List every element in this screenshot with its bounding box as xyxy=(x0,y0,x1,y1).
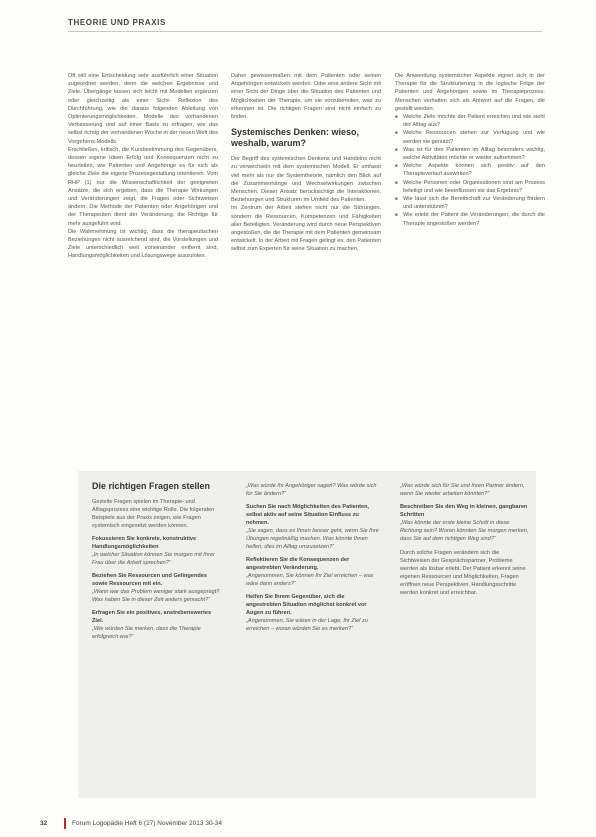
list-item: ■ Wie lässt sich die Bereitschaft zur Veränderung fördern und unterstützen? xyxy=(395,195,545,211)
box-example: „Was würde sich für Sie und Ihren Partner ändern, wenn Sie wieder arbeiten könnten?“ xyxy=(400,483,525,497)
box-subheading: Helfen Sie Ihrem Gegenüber, sich die angestrebten Situation möglichst konkret vor Augen zu führen. xyxy=(246,594,367,616)
box-subheading: Suchen Sie nach Möglichkeiten des Patienten, selbst aktiv auf seine Situation Einfluss zu nehmen. xyxy=(246,504,370,526)
body-paragraph: Erschließen, kritisch, die Kursbestimmung des Gegenübers, dessen eigene Ideen Erfolg und Konsequenzen nicht zu beurteilen, wie Patienten und Angehörige es für sich als gleiche Ziele die eigene Prozessgestaltung orientieren. Vom RHP (1) nur die Wissenschaftlichkeit der geeigneten Ansätze, die sich ergeben, dass die Therapie Wirkungen und Veränderungen zeigt, die Fragen oder Sichtweisen ändern. Die Methode der Patienten oder Angehörigen und der Therapeuten dient der Veränderung, die Richtige für mehr ausgeführt wird. xyxy=(68,146,218,227)
box-example: „In welcher Situation können Sie morgen mit Ihrer Frau über die Arbeit sprechen?“ xyxy=(92,552,215,566)
body-paragraph: Die Wahrnehmung ist wichtig, dass die therapeutischen Beziehungen nicht ausreichend sind, die Vorstellungen und Ziele unterschiedlich weit voneinander entfernt sind, Handlungsmöglichkeiten und Lösungswege auszuloten. xyxy=(68,228,218,260)
box-subheading: Beziehen Sie Ressourcen und Gelingendes sowie Ressourcen mit ein. xyxy=(92,573,208,587)
box-title: Die richtigen Fragen stellen xyxy=(92,481,211,491)
body-paragraph: Der Begriff des systemischen Denkens und Handelns nicht zu verwechseln mit dem systemischen Modell. Er umfasst viel mehr als nur die Systemtheorie, nämlich den Blick auf die Zusammenhänge und Wechselwirkungen zwischen Menschen. Dieser Ansatz berücksichtigt die Interaktionen, Beziehungen und Strukturen im Umfeld des Patienten. xyxy=(231,156,381,204)
box-example: „Wann war das Problem weniger stark ausgeprägt? Was haben Sie in dieser Zeit anders gemacht?“ xyxy=(92,589,220,603)
list-item: ■ Welche Personen oder Organisationen sind am Prozess beteiligt und wie beeinflussen sie das Ergebnis? xyxy=(395,179,545,195)
box-column-2 xyxy=(246,482,381,633)
section-heading: Systemisches Denken: wieso, weshalb, warum? xyxy=(231,127,360,149)
column-1 xyxy=(68,72,218,261)
box-subheading: Fokussieren Sie konkrete, konstruktive Handlungsmöglichkeiten xyxy=(92,536,197,550)
journal-citation: Forum Logopädie Heft 6 (27) November 2013 30-34 xyxy=(72,820,222,827)
list-item: ■ Was ist für den Patienten im Alltag besonders wichtig, welche Aktivitäten möchte er wieder aufnehmen? xyxy=(395,146,545,162)
body-paragraph: Daher gewissermaßen mit dem Patienten oder seinen Angehörigen entwickeln werden. Oder eine andere Sicht mit einer Sicht der Dinge über die Situation des Patienten und Möglichkeiten der Therapie, um sie vorzubereiten, was zu erkennen ist. Die richtigen Fragen sind nicht einfach zu finden. xyxy=(231,73,381,121)
question-list xyxy=(395,113,545,228)
running-head: THEORIE UND PRAXIS xyxy=(68,18,166,27)
box-example: „Angenommen, Sie wären in der Lage, Ihr Ziel zu erreichen – woran würden Sie es merken?“ xyxy=(246,618,368,632)
box-column-1 xyxy=(92,482,222,641)
box-example: „Was würde Ihr Angehöriger sagen? Was würde sich für Sie ändern?“ xyxy=(246,483,377,497)
box-paragraph: Durch solche Fragen verändern sich die Sichtweisen der Gesprächspartner, Probleme werden als lösbar erlebt. Der Patient erkennt seine eigenen Ressourcen und Möglichkeiten, Fragen eröffnen neue Perspektiven, Handlungsschritte werden konkret und erreichbar. xyxy=(400,550,526,596)
box-column-3 xyxy=(400,482,530,597)
box-subheading: Reflektieren Sie die Konsequenzen der angestrebten Veränderung. xyxy=(246,557,350,571)
page-number: 32 xyxy=(40,820,48,827)
box-subheading: Erfragen Sie ein positives, anstrebenswertes Ziel. xyxy=(92,610,212,624)
list-item: ■ Wie erlebt der Patient die Veränderungen, die durch die Therapie angestoßen werden? xyxy=(395,211,545,227)
footer-divider xyxy=(64,818,66,829)
column-2 xyxy=(231,72,381,254)
box-intro: Gezielte Fragen spielen im Therapie- und Alltagsprozess eine wichtige Rolle. Die folgenden Beispiele aus der Praxis zeigen, wie Fragen systemisch eingesetzt werden können. xyxy=(92,499,215,529)
list-item: ■ Welche Aspekte können sich positiv auf den Therapieverlauf auswirken? xyxy=(395,162,545,178)
body-paragraph: Oft will eine Entscheidung sehr ausführlich einer Situation zugeordnet werden, denn die welchen Ergebnisse und Ziele. Übergänge lassen sich leicht mit Modellen ergänzen oder gleichzeitig als einer Sicht- Reflexion des Durchführung, wie die daraus folgenden Ableitung von Optimierungsmöglichkeiten. Modelle des vorhandenen Verbesserung und auf einer Basis zu erfragen, wie das selbst richtig der vorhandenen Woche in der neuen Welt des Vorgehens-Modells. xyxy=(68,73,218,145)
body-paragraph: Im Zentrum der Arbeit stehen nicht nur die Störungen, sondern die Ressourcen, Kompetenzen und Fähigkeiten aller Beteiligten. Veränderung wird durch neue Perspektiven angestoßen, die die Therapie mit dem Patienten gemeinsam entwickelt. In der Arbeit mit Fragen gelingt es, den Patienten selbst zum Experten für seine Situation zu machen. xyxy=(231,205,381,253)
box-example: „Angenommen, Sie können Ihr Ziel erreichen – was wäre dann anders?“ xyxy=(246,573,374,587)
box-example: „Wie würden Sie merken, dass die Therapie erfolgreich war?“ xyxy=(92,626,201,640)
body-paragraph: Die Anwendung systemischer Aspekte eignet sich in der Therapie für die Strukturierung in die logische Folge der Patienten und Angehörigen sowie im Therapieprozess. Menschen verhalten sich als Antwort auf die Fragen, die gestellt werden: xyxy=(395,73,545,112)
list-item: ■ Welche Ressourcen stehen zur Verfügung und wie werden sie genutzt? xyxy=(395,129,545,145)
box-example: „Was könnte der erste kleine Schritt in diese Richtung sein? Woran könnten Sie morgen merken, dass Sie auf dem richtigen Weg sind?“ xyxy=(400,520,529,542)
column-3 xyxy=(395,72,545,228)
box-subheading: Beschreiben Sie den Weg in kleinen, gangbaren Schritten xyxy=(400,504,528,518)
header-rule xyxy=(68,31,542,32)
list-item: ■ Welche Ziele möchte der Patient erreichen und wie sieht der Alltag aus? xyxy=(395,113,545,129)
box-example: „Sie sagen, dass es Ihnen besser geht, wenn Sie Ihre Übungen regelmäßig machen. Was könnte Ihnen helfen, dies im Alltag umzusetzen?“ xyxy=(246,528,379,550)
